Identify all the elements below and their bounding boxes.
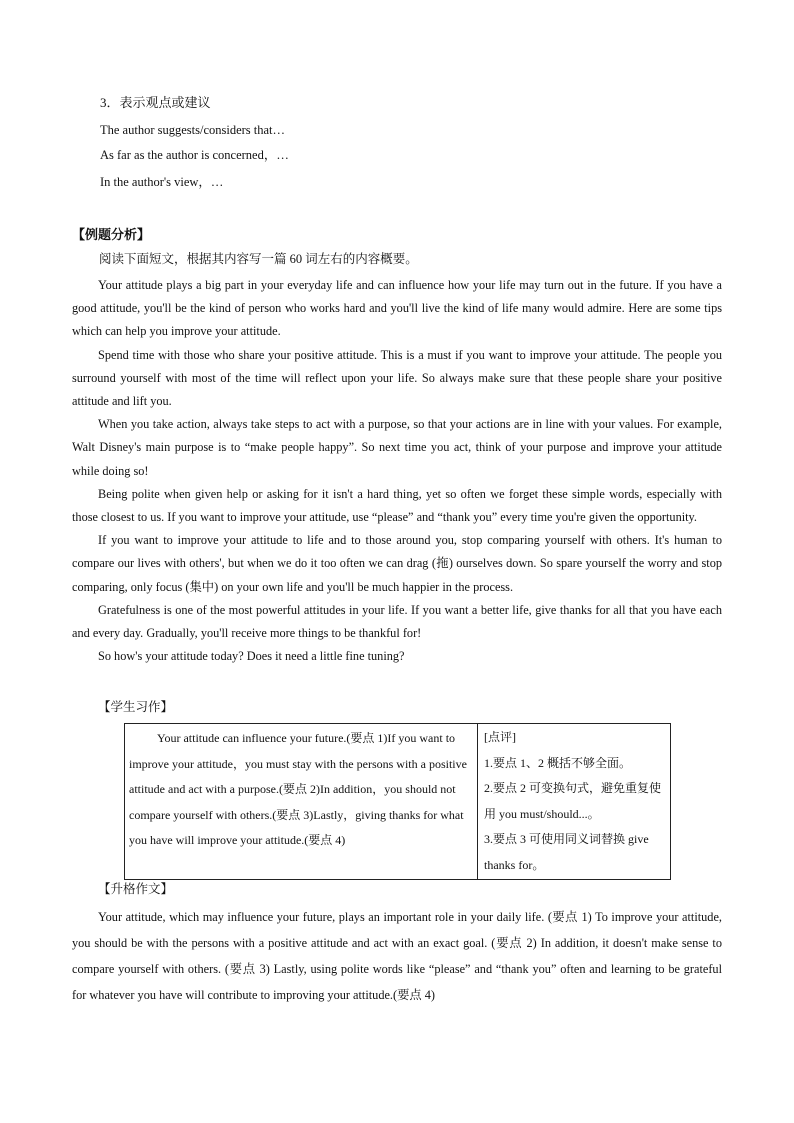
upgraded-heading: 【升格作文】 <box>98 882 174 896</box>
passage-paragraph: When you take action, always take steps to act with a purpose, so that your actions are in line with your values. For example, Walt Disney's main purpose is to “make people happy”. So next time you act, think of your purpose and improve your attitude while doing so! <box>72 417 722 478</box>
passage-paragraph: Being polite when given help or asking for it isn't a hard thing, yet so often we forget these simple words, especially with those closest to us. If you want to improve your attitude, use “please” and “thank you” every time you're given the opportunity. <box>72 486 722 525</box>
passage-paragraph: If you want to improve your attitude to life and to those around you, stop comparing yourself with others. It's human to compare our lives with others', but when we do it too often we can drag (拖) ourselves down. So spare yourself the worry and stop comparing, only focus (集中) on your own life and you'll be much happier in the process. <box>72 533 722 594</box>
comment-cell <box>478 724 671 880</box>
comment-item: 1.要点 1、2 概括不够全面。 <box>484 755 632 770</box>
student-work-heading: 【学生习作】 <box>98 700 174 714</box>
upgraded-essay <box>72 904 722 1008</box>
upgraded-essay-text: Your attitude, which may influence your future, plays an important role in your daily life. (要点 1) To improve your attitude, you should be with the persons with a positive attitude and act with an exact goal. (要点 2) In addition, it doesn't make sense to compare yourself with others. (要点 3) Lastly, using polite words like “please” and “thank you” often and learning to be grateful for whatever you have will contribute to improving your attitude.(要点 4) <box>72 910 722 1002</box>
student-essay-table <box>124 723 671 880</box>
example-heading: 【例题分析】 <box>72 227 151 242</box>
instruction: 阅读下面短文，根据其内容写一篇 60 词左右的内容概要。 <box>99 252 418 266</box>
passage-paragraph: Gratefulness is one of the most powerful attitudes in your life. If you want a better life, give thanks for all that you have each and every day. Gradually, you'll receive more things to be thankful for! <box>72 602 722 641</box>
phrase-3: In the author's view，… <box>100 175 224 189</box>
passage-paragraph: Your attitude plays a big part in your everyday life and can influence how your life may turn out in the future. If you have a good attitude, you'll be the kind of person who works hard and you'll live the kind of life many would admire. Here are some tips which can help you improve your attitude. <box>72 278 722 339</box>
comment-item: 2.要点 2 可变换句式，避免重复使用 you must/should...。 <box>484 781 662 821</box>
section-title: 3．表示观点或建议 <box>100 95 211 110</box>
phrase-2: As far as the author is concerned，… <box>100 148 289 162</box>
passage <box>72 274 722 668</box>
comment-item: 3.要点 3 可使用同义词替换 give thanks for。 <box>484 832 649 872</box>
comment-title: [点评] <box>484 730 516 744</box>
student-essay-cell <box>125 724 478 880</box>
student-essay-text: Your attitude can influence your future.(要点 1)If you want to improve your attitude，you must stay with the persons with a positive attitude and act with a purpose.(要点 2)In addition，you should not compare yourself with others.(要点 3)Lastly，giving thanks for what you have will improve your attitude.(要点 4) <box>129 731 467 848</box>
passage-paragraph: So how's your attitude today? Does it need a little fine tuning? <box>98 649 405 664</box>
phrase-1: The author suggests/considers that… <box>100 123 286 137</box>
passage-paragraph: Spend time with those who share your positive attitude. This is a must if you want to improve your attitude. The people you surround yourself with most of the time will reflect upon your life. So always make sure that these people share your positive attitude and lift you. <box>72 347 722 409</box>
